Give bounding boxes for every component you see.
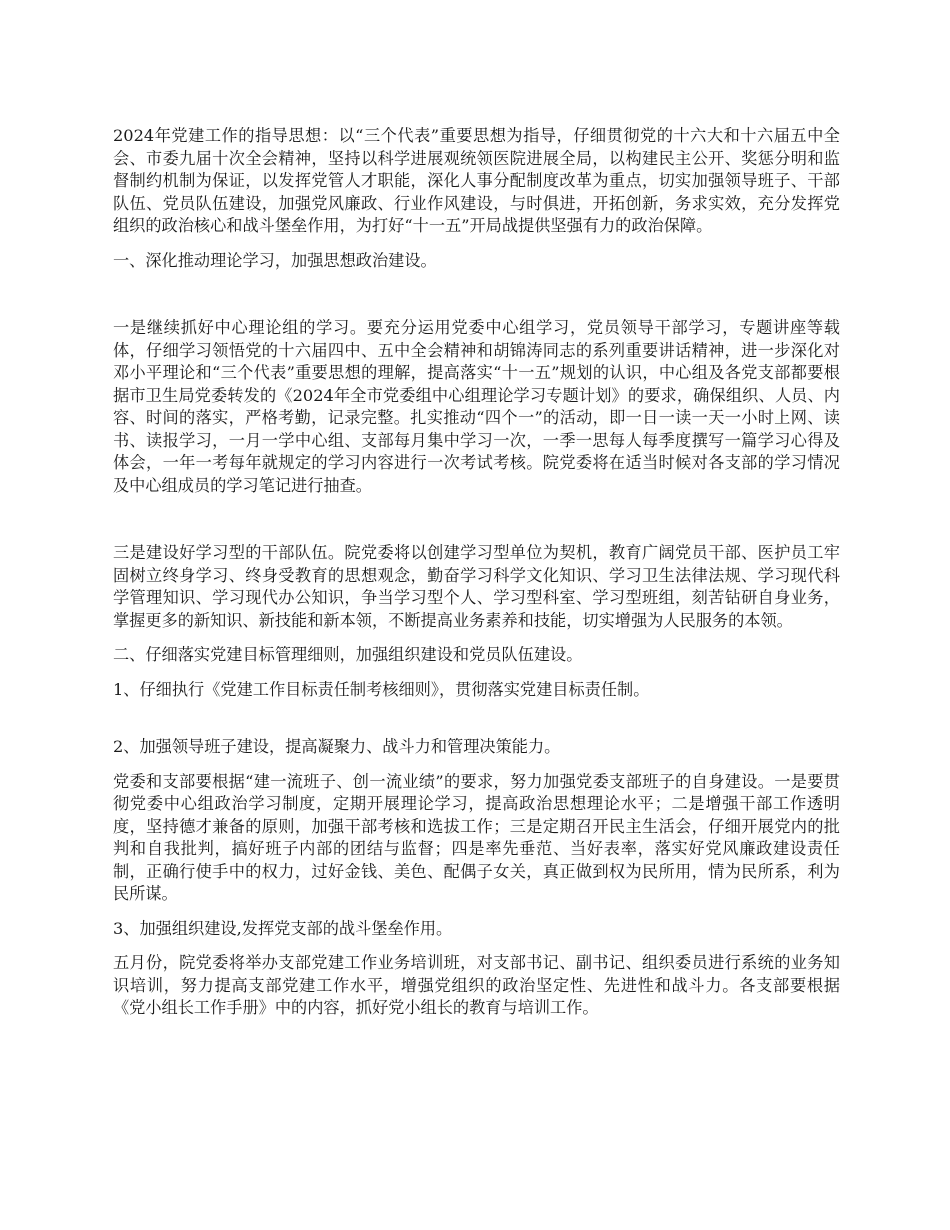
theory-study-paragraph: 一是继续抓好中心理论组的学习。要充分运用党委中心组学习，党员领导干部学习，专题讲座等载体，仔细学习领悟党的十六届四中、五中全会精神和胡锦涛同志的系列重要讲话精神，进一步深化对邓小平理论和“三个代表”重要思想的理解，提高落实“十一五”规划的认识，中心组及各党支部都要根据市卫生局党委转发的《2024年全市党委组中心组理论学习专题计划》的要求，确保组织、人员、内容、时间的落实，严格考勤，记录完整。扎实推动“四个一”的活动，即一日一读一天一小时上网、读书、读报学习，一月一学中心组、支部每月集中学习一次，一季一思每人每季度撰写一篇学习心得及体会，一年一考每年就规定的学习内容进行一次考试考核。院党委将在适当时候对各支部的学习情况及中心组成员的学习笔记进行抽查。: [113, 318, 840, 495]
subheading-2: 2、加强领导班子建设，提高凝聚力、战斗力和管理决策能力。: [113, 737, 561, 756]
section-heading-2: 二、仔细落实党建目标管理细则，加强组织建设和党员队伍建设。: [113, 645, 583, 664]
learning-team-paragraph: 三是建设好学习型的干部队伍。院党委将以创建学习型单位为契机，教育广阔党员干部、医护员工牢固树立终身学习、终身受教育的思想观念，勤奋学习科学文化知识、学习卫生法律法规、学习现代科学管理知识、学习现代办公知识，争当学习型个人、学习型科室、学习型班组，刻苦钻研自身业务，掌握更多的新知识、新技能和新本领，不断提高业务素养和技能，切实增强为人民服务的本领。: [113, 543, 840, 630]
leadership-paragraph: 党委和支部要根据“建一流班子、创一流业绩”的要求，努力加强党委支部班子的自身建设。一是要贯彻党委中心组政治学习制度，定期开展理论学习，提高政治思想理论水平；二是增强干部工作透明度，坚持德才兼备的原则，加强干部考核和选拔工作；三是定期召开民主生活会，仔细开展党内的批判和自我批判，搞好班子内部的团结与监督；四是率先垂范、当好表率，落实好党风廉政建设责任制，正确行使手中的权力，过好金钱、美色、配偶子女关，真正做到权为民所用，情为民所系，利为民所谋。: [113, 771, 840, 903]
subheading-3: 3、加强组织建设,发挥党支部的战斗堡垒作用。: [113, 918, 453, 938]
document-body: [113, 125, 840, 1020]
subheading-1: 1、仔细执行《党建工作目标责任制考核细则》，贯彻落实党建目标责任制。: [113, 679, 650, 699]
section-heading-1: 一、深化推动理论学习，加强思想政治建设。: [113, 250, 437, 270]
guiding-ideology-paragraph: 2024年党建工作的指导思想：以“三个代表”重要思想为指导，仔细贯彻党的十六大和十六届五中全会、市委九届十次全会精神，坚持以科学进展观统领医院进展全局，以构建民主公开、奖惩分明和监督制约机制为保证，以发挥党管人才职能，深化人事分配制度改革为重点，切实加强领导班子、干部队伍、党员队伍建设，加强党风廉政、行业作风建设，与时俱进，开拓创新，务求实效，充分发挥党组织的政治核心和战斗堡垒作用，为打好“十一五”开局战提供坚强有力的政治保障。: [113, 126, 840, 235]
training-paragraph: 五月份，院党委将举办支部党建工作业务培训班，对支部书记、副书记、组织委员进行系统的业务知识培训，努力提高支部党建工作水平，增强党组织的政治坚定性、先进性和战斗力。各支部要根据《党小组长工作手册》中的内容，抓好党小组长的教育与培训工作。: [113, 953, 840, 1017]
